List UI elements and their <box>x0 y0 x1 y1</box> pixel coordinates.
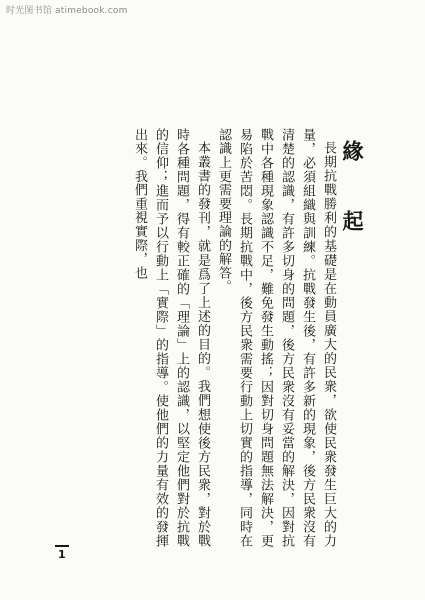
body-text <box>129 128 339 548</box>
paragraph-1: 長期抗戰勝利的基礎是在動員廣大的民衆，欲使民衆發生巨大的力量，必須組織與訓練。抗戰發生後，有許多新的現象，後方民衆沒有清楚的認識，有許多切身的問題，後方民衆沒有妥當的解決，因對抗戰中各種現象認識不足，難免發生動搖；因對切身問題無法解決，更易陷於苦悶。長期抗戰中，後方民衆需要行動上切實的指導，同時在認識上更需要理論的解答。 <box>216 128 336 548</box>
chapter-title: 緣 起 <box>340 140 365 245</box>
page-number: 1 <box>58 548 66 561</box>
paragraph-2: 本叢書的發刊，就是爲了上述的目的。我們想使後方民衆，對於戰時各種問題，得有較正確的「理論」上的認識，以堅定他們對於抗戰的信仰；進而予以行動上「實際」的指導。使他們的力量有效的發揮出來。我們重視實際，也 <box>132 128 210 548</box>
page-number-rule <box>55 545 69 547</box>
site-watermark: 时光图书馆 atimebook.com <box>6 6 128 16</box>
